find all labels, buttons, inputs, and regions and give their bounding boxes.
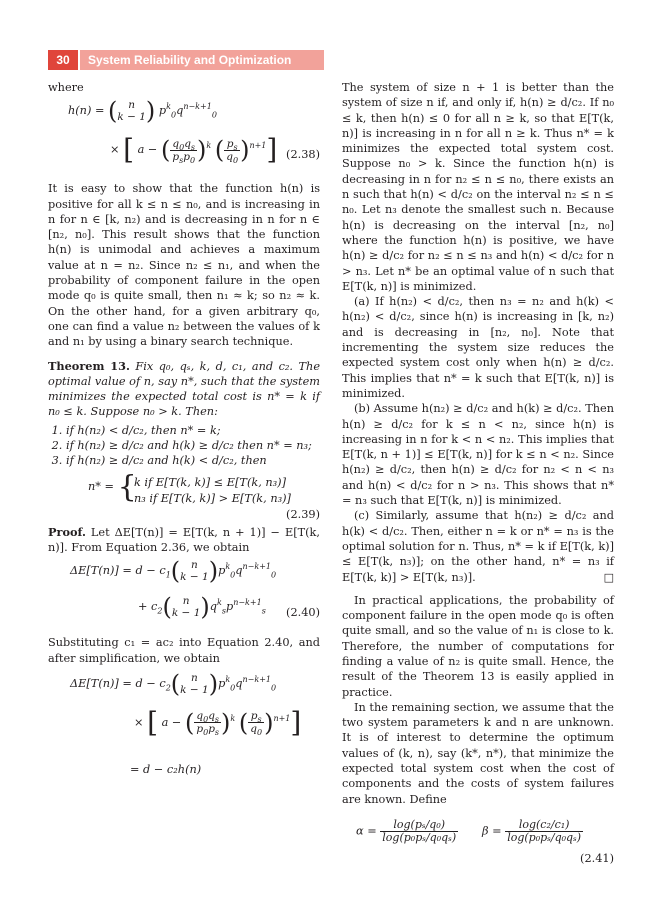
list-item: 1. if h(n₂) < d/c₂, then n* = k;: [66, 423, 320, 438]
paragraph: Substituting c₁ = ac₂ into Equation 2.40, and after simplification, we obtain: [48, 636, 320, 665]
proof-text: Let ΔE[T(n)] = E[T(k, n + 1)] − E[T(k, n)]. From Equation 2.36, we obtain: [48, 525, 320, 554]
equation-number: (2.40): [286, 606, 320, 620]
equation-2-38: h(n) = ( n k − 1 ) $p^k_0q^{n-k+1}_0$ × [ a − ( $\frac{q_0q_s}{p_sp_0}$ )$^k$ ( $\frac{p_s}{q_0}$ )$^{n+1}$] (2.38): [68, 97, 320, 167]
list-item: 2. if h(n₂) ≥ d/c₂ and h(k) ≥ d/c₂ then n* = n₃;: [66, 438, 320, 453]
equation-number: (2.41): [580, 851, 614, 865]
paragraph: (a) If h(n₂) < d/c₂, then n₃ = n₂ and h(k) < h(n₂) < d/c₂, since h(n) is increasing in [k, n₂) and is decreasing in [n₂, n₀]. Note that incrementing the system size reduces the expected system cost only when h(n) ≥ d/c₂. This implies that n* = k such that E[T(k, n)] is minimized.: [342, 295, 614, 400]
equation-line: = d − c₂h(n): [130, 762, 202, 776]
paragraph: [342, 508, 614, 584]
running-header: [48, 50, 324, 70]
page-number: 30: [48, 50, 78, 70]
equation-number: (2.39): [286, 507, 320, 521]
beta-numerator: log(c₂/c₁): [505, 819, 583, 832]
right-column: [342, 80, 614, 871]
theorem-cases-list: [48, 423, 320, 469]
case-line: k if E[T(k, k)] ≤ E[T(k, n₃)]: [134, 475, 286, 489]
left-column: [48, 80, 320, 786]
equation-number: (2.38): [286, 148, 320, 162]
beta-denominator: log(p₀pₛ/q₀qₛ): [507, 830, 582, 844]
proof-paragraph: [48, 525, 320, 556]
alpha-denominator: log(p₀pₛ/q₀qₛ): [382, 830, 457, 844]
equation-2-39: n* = { k if E[T(k, k)] ≤ E[T(k, n₃)] n₃ if E[T(k, k)] > E[T(k, n₃)] (2.39): [88, 468, 320, 521]
paragraph: It is easy to show that the function h(n) is positive for all k ≤ n ≤ n₀, and is increasing in n for n ∈ [k, n₂) and is decreasing in n for n ∈ [n₂, n₀]. This result shows that the function h(n) is unimodal and achieves a maximum value at n = n₂. Since n₂ ≤ n₁, and when the probability of component failure in the open mode q₀ is quite small, then n₁ ≈ k; so n₂ ≈ k. On the other hand, for a given arbitrary q₀, one can find a value n₂ between the values of k and n₁ by using a binary search technique.: [48, 182, 320, 349]
equation-simplified: $\Delta E[T(n)] = d - c_2$( n k − 1 )$p^k_0q^{n-k+1}_0$ × [ a − ( $\frac{q_0q_s}{p_0p_s}$ )$^k$ ( $\frac{p_s}{q_0}$ )$^{n+1}$] = d − c₂h(n): [70, 669, 302, 776]
qed-symbol: □: [603, 570, 614, 584]
paragraph: The system of size n + 1 is better than the system of size n if, and only if, h(n) ≥ d/c₂. If n₀ ≤ k, then h(n) ≤ 0 for all n ≥ k, so that E[T(k, n)] is increasing in n for all n ≥ k. Thus n* = k minimizes the expected total system cost. Suppose n₀ > k. Since the function h(n) is decreasing in n for n₂ ≤ n ≤ n₀, there exists an n such that h(n) < d/c₂ on the interval n₂ ≤ n ≤ n₀. Let n₃ denote the smallest such n. Because h(n) is decreasing on the interval [n₂, n₀] where the function h(n) is positive, we have h(n) ≥ d/c₂ for n₂ ≤ n ≤ n₃ and h(n) < d/c₂ for n > n₃. Let n* be an optimal value of n such that E[T(k, n)] is minimized.: [342, 81, 614, 293]
list-item: 3. if h(n₂) ≥ d/c₂ and h(k) < d/c₂, then: [66, 453, 320, 468]
theorem-text: Fix q₀, qₛ, k, d, c₁, and c₂. The optimal value of n, say n*, such that the system minimizes the expected total cost is n* = k if n₀ ≤ k. Suppose n₀ > k. Then:: [48, 359, 321, 419]
theorem-13: [48, 359, 320, 420]
running-title: System Reliability and Optimization: [80, 50, 324, 70]
paragraph: In the remaining section, we assume that the two system parameters k and n are unknown. It is of interest to determine the optimum values of (k, n), say (k*, n*), that minimize the expected total system cost when the cost of components and the costs of system failures are known. Define: [342, 700, 614, 806]
equation-2-40: $\Delta E[T(n)] = d - c_1$( n k − 1 )$p^k_0q^{n-k+1}_0$ + $c_2$( n k − 1 )$q^k_sp^{n-k+1}_s$ (2.40): [70, 557, 320, 622]
theorem-label: Theorem 13.: [48, 358, 130, 373]
paragraph: In practical applications, the probability of component failure in the open mode q₀ is often quite small, and so the value of n₁ is close to k. Therefore, the number of computations for finding a value of n₂ is quite small. Hence, the result of the Theorem 13 is easily applied in practice.: [342, 593, 614, 699]
case-line: n₃ if E[T(k, k)] > E[T(k, n₃)]: [134, 491, 291, 505]
paragraph-text: (c) Similarly, assume that h(n₂) ≥ d/c₂ and h(k) < d/c₂. Then, either n = k or n* = n₃ is the optimal solution for n. Thus, n* = k if E[T(k, k)] ≤ E[T(k, n₃)]; on the other hand, n* = n₃ if E[T(k, k)] > E[T(k, n₃)].: [342, 509, 614, 584]
paragraph: (b) Assume h(n₂) ≥ d/c₂ and h(k) ≥ d/c₂. Then h(n) ≥ d/c₂ for k ≤ n < n₂, since h(n) is increasing in n for k < n < n₂. This implies that E[T(k, n + 1)] ≤ E[T(k, n)] for k ≤ n < n₂. Since h(n₂) ≥ d/c₂, then h(n) ≥ d/c₂ for n₂ < n < n₃ and h(n) < d/c₂ for n > n₃. This shows that n* = n₃ such that E[T(k, n)] is minimized.: [342, 402, 614, 508]
equation-2-41: α = $\frac{\text{log(pₛ/q₀)}}{\text{log(p₀pₛ/q₀qₛ)}}$ β = $\frac{\text{log(c₂/c₁)}}{\text{log(p₀pₛ/q₀qₛ)}}$ (2.41): [356, 817, 614, 865]
alpha-numerator: log(pₛ/q₀): [380, 819, 458, 832]
where-text: where: [48, 81, 84, 94]
proof-label: Proof.: [48, 524, 86, 539]
